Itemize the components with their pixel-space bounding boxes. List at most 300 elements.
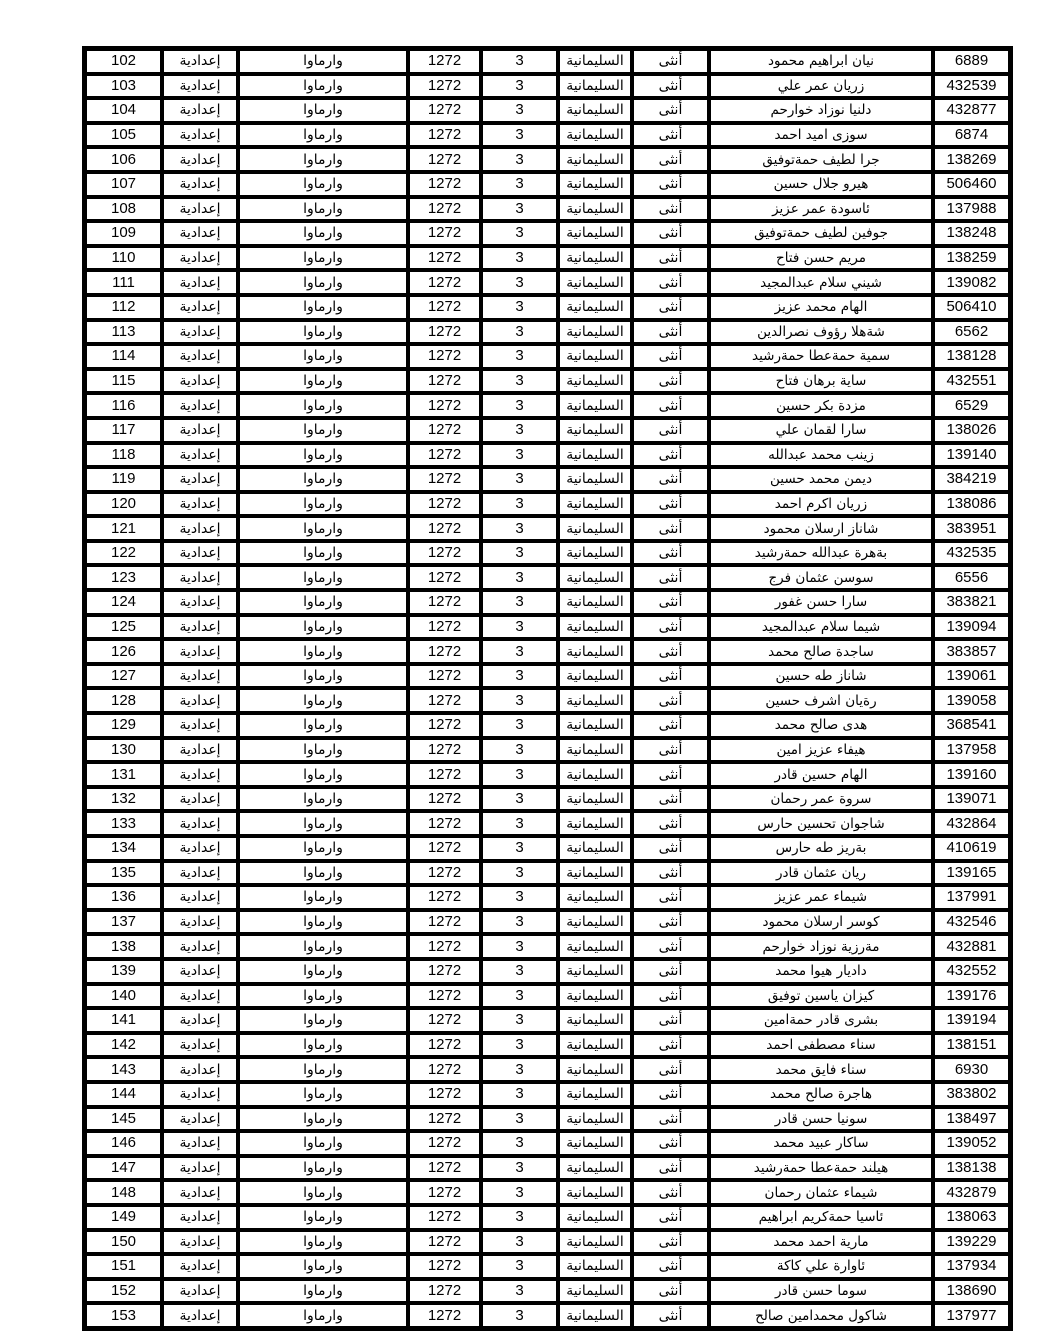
city-cell: السليمانية [558, 1279, 632, 1304]
table-row [85, 1107, 1010, 1132]
id-cell: 383951 [933, 516, 1010, 541]
grade-cell: 3 [481, 1131, 558, 1156]
table-row [85, 688, 1010, 713]
city-cell: السليمانية [558, 344, 632, 369]
name-cell: هاجرة صالح محمد [709, 1082, 933, 1107]
school-cell: وارماوا [238, 1156, 408, 1181]
gender-cell: أنثى [632, 664, 709, 689]
seq-cell: 116 [85, 393, 162, 418]
gender-cell: أنثى [632, 98, 709, 123]
grade-cell: 3 [481, 590, 558, 615]
table-row [85, 1156, 1010, 1181]
name-cell: سمية حمةعطا حمةرشيد [709, 344, 933, 369]
gender-cell: أنثى [632, 1230, 709, 1255]
code-cell: 1272 [408, 74, 481, 99]
school-cell: وارماوا [238, 836, 408, 861]
grade-cell: 3 [481, 443, 558, 468]
city-cell: السليمانية [558, 270, 632, 295]
level-cell: إعدادية [162, 1131, 238, 1156]
gender-cell: أنثى [632, 713, 709, 738]
id-cell: 383821 [933, 590, 1010, 615]
name-cell: هيفاء عزيز امين [709, 738, 933, 763]
table-row [85, 1205, 1010, 1230]
level-cell: إعدادية [162, 984, 238, 1009]
school-cell: وارماوا [238, 590, 408, 615]
id-cell: 410619 [933, 836, 1010, 861]
level-cell: إعدادية [162, 344, 238, 369]
name-cell: كيزان ياسين توفيق [709, 984, 933, 1009]
grade-cell: 3 [481, 738, 558, 763]
level-cell: إعدادية [162, 688, 238, 713]
seq-cell: 126 [85, 639, 162, 664]
school-cell: وارماوا [238, 713, 408, 738]
seq-cell: 141 [85, 1008, 162, 1033]
table-row [85, 49, 1010, 74]
code-cell: 1272 [408, 738, 481, 763]
level-cell: إعدادية [162, 639, 238, 664]
grade-cell: 3 [481, 197, 558, 222]
name-cell: سونيا حسن قادر [709, 1107, 933, 1132]
code-cell: 1272 [408, 147, 481, 172]
level-cell: إعدادية [162, 320, 238, 345]
code-cell: 1272 [408, 516, 481, 541]
level-cell: إعدادية [162, 221, 238, 246]
id-cell: 137934 [933, 1254, 1010, 1279]
id-cell: 432881 [933, 934, 1010, 959]
name-cell: ئاسيا حمةكريم ابراهيم [709, 1205, 933, 1230]
grade-cell: 3 [481, 541, 558, 566]
table-row [85, 615, 1010, 640]
name-cell: مةرزية نوزاد خوارحم [709, 934, 933, 959]
city-cell: السليمانية [558, 443, 632, 468]
seq-cell: 107 [85, 172, 162, 197]
table-row [85, 393, 1010, 418]
name-cell: الهام محمد عزيز [709, 295, 933, 320]
level-cell: إعدادية [162, 1107, 238, 1132]
grade-cell: 3 [481, 172, 558, 197]
seq-cell: 120 [85, 492, 162, 517]
grade-cell: 3 [481, 1303, 558, 1328]
level-cell: إعدادية [162, 1156, 238, 1181]
gender-cell: أنثى [632, 320, 709, 345]
name-cell: زريان اكرم احمد [709, 492, 933, 517]
seq-cell: 121 [85, 516, 162, 541]
level-cell: إعدادية [162, 1180, 238, 1205]
code-cell: 1272 [408, 787, 481, 812]
name-cell: هيرو جلال حسين [709, 172, 933, 197]
city-cell: السليمانية [558, 467, 632, 492]
table-row [85, 885, 1010, 910]
table-row [85, 713, 1010, 738]
table-row [85, 1254, 1010, 1279]
seq-cell: 110 [85, 246, 162, 271]
name-cell: بشرى قادر حمةامين [709, 1008, 933, 1033]
seq-cell: 153 [85, 1303, 162, 1328]
level-cell: إعدادية [162, 1205, 238, 1230]
school-cell: وارماوا [238, 1057, 408, 1082]
id-cell: 139094 [933, 615, 1010, 640]
seq-cell: 152 [85, 1279, 162, 1304]
code-cell: 1272 [408, 418, 481, 443]
seq-cell: 143 [85, 1057, 162, 1082]
code-cell: 1272 [408, 639, 481, 664]
table-row [85, 147, 1010, 172]
id-cell: 383802 [933, 1082, 1010, 1107]
id-cell: 6889 [933, 49, 1010, 74]
id-cell: 6529 [933, 393, 1010, 418]
grade-cell: 3 [481, 984, 558, 1009]
city-cell: السليمانية [558, 123, 632, 148]
name-cell: جرا لطيف حمةتوفيق [709, 147, 933, 172]
id-cell: 139165 [933, 861, 1010, 886]
grade-cell: 3 [481, 639, 558, 664]
city-cell: السليمانية [558, 49, 632, 74]
gender-cell: أنثى [632, 590, 709, 615]
grade-cell: 3 [481, 1180, 558, 1205]
city-cell: السليمانية [558, 147, 632, 172]
city-cell: السليمانية [558, 516, 632, 541]
city-cell: السليمانية [558, 1303, 632, 1328]
grade-cell: 3 [481, 1057, 558, 1082]
school-cell: وارماوا [238, 1131, 408, 1156]
school-cell: وارماوا [238, 197, 408, 222]
grade-cell: 3 [481, 615, 558, 640]
name-cell: الهام حسين قادر [709, 762, 933, 787]
level-cell: إعدادية [162, 467, 238, 492]
level-cell: إعدادية [162, 1254, 238, 1279]
code-cell: 1272 [408, 1107, 481, 1132]
name-cell: هدى صالح محمد [709, 713, 933, 738]
level-cell: إعدادية [162, 74, 238, 99]
school-cell: وارماوا [238, 1008, 408, 1033]
name-cell: زينب محمد عبدالله [709, 443, 933, 468]
grade-cell: 3 [481, 861, 558, 886]
grade-cell: 3 [481, 295, 558, 320]
table-body [85, 49, 1010, 1328]
city-cell: السليمانية [558, 98, 632, 123]
code-cell: 1272 [408, 615, 481, 640]
code-cell: 1272 [408, 1057, 481, 1082]
city-cell: السليمانية [558, 1254, 632, 1279]
table-row [85, 836, 1010, 861]
city-cell: السليمانية [558, 664, 632, 689]
code-cell: 1272 [408, 984, 481, 1009]
table-row [85, 590, 1010, 615]
seq-cell: 103 [85, 74, 162, 99]
name-cell: شيني سلام عبدالمجيد [709, 270, 933, 295]
school-cell: وارماوا [238, 885, 408, 910]
code-cell: 1272 [408, 885, 481, 910]
school-cell: وارماوا [238, 934, 408, 959]
code-cell: 1272 [408, 443, 481, 468]
code-cell: 1272 [408, 393, 481, 418]
level-cell: إعدادية [162, 246, 238, 271]
table-row [85, 1008, 1010, 1033]
gender-cell: أنثى [632, 959, 709, 984]
city-cell: السليمانية [558, 172, 632, 197]
level-cell: إعدادية [162, 910, 238, 935]
table-row [85, 197, 1010, 222]
code-cell: 1272 [408, 197, 481, 222]
level-cell: إعدادية [162, 295, 238, 320]
city-cell: السليمانية [558, 1131, 632, 1156]
name-cell: سارا لقمان علي [709, 418, 933, 443]
id-cell: 384219 [933, 467, 1010, 492]
grade-cell: 3 [481, 369, 558, 394]
name-cell: شاكول محمدامين صالح [709, 1303, 933, 1328]
id-cell: 506410 [933, 295, 1010, 320]
seq-cell: 135 [85, 861, 162, 886]
id-cell: 432539 [933, 74, 1010, 99]
city-cell: السليمانية [558, 197, 632, 222]
id-cell: 432552 [933, 959, 1010, 984]
city-cell: السليمانية [558, 1107, 632, 1132]
seq-cell: 134 [85, 836, 162, 861]
gender-cell: أنثى [632, 1303, 709, 1328]
name-cell: سناء مصطفى احمد [709, 1033, 933, 1058]
id-cell: 139140 [933, 443, 1010, 468]
grade-cell: 3 [481, 492, 558, 517]
id-cell: 383857 [933, 639, 1010, 664]
table-row [85, 959, 1010, 984]
id-cell: 139061 [933, 664, 1010, 689]
city-cell: السليمانية [558, 1057, 632, 1082]
name-cell: زريان عمر علي [709, 74, 933, 99]
seq-cell: 148 [85, 1180, 162, 1205]
school-cell: وارماوا [238, 295, 408, 320]
school-cell: وارماوا [238, 221, 408, 246]
grade-cell: 3 [481, 664, 558, 689]
name-cell: بةهرة عبدالله حمةرشيد [709, 541, 933, 566]
school-cell: وارماوا [238, 984, 408, 1009]
city-cell: السليمانية [558, 295, 632, 320]
grade-cell: 3 [481, 762, 558, 787]
table-row [85, 861, 1010, 886]
school-cell: وارماوا [238, 1303, 408, 1328]
gender-cell: أنثى [632, 541, 709, 566]
level-cell: إعدادية [162, 123, 238, 148]
gender-cell: أنثى [632, 1107, 709, 1132]
seq-cell: 150 [85, 1230, 162, 1255]
grade-cell: 3 [481, 74, 558, 99]
level-cell: إعدادية [162, 98, 238, 123]
id-cell: 138026 [933, 418, 1010, 443]
seq-cell: 144 [85, 1082, 162, 1107]
code-cell: 1272 [408, 541, 481, 566]
name-cell: شاناز طه حسين [709, 664, 933, 689]
grade-cell: 3 [481, 959, 558, 984]
seq-cell: 108 [85, 197, 162, 222]
gender-cell: أنثى [632, 1008, 709, 1033]
gender-cell: أنثى [632, 934, 709, 959]
name-cell: شاناز ارسلان محمود [709, 516, 933, 541]
city-cell: السليمانية [558, 418, 632, 443]
city-cell: السليمانية [558, 984, 632, 1009]
city-cell: السليمانية [558, 393, 632, 418]
seq-cell: 114 [85, 344, 162, 369]
school-cell: وارماوا [238, 98, 408, 123]
table-row [85, 246, 1010, 271]
city-cell: السليمانية [558, 1033, 632, 1058]
id-cell: 139052 [933, 1131, 1010, 1156]
level-cell: إعدادية [162, 393, 238, 418]
seq-cell: 113 [85, 320, 162, 345]
name-cell: ساجدة صالح محمد [709, 639, 933, 664]
level-cell: إعدادية [162, 664, 238, 689]
level-cell: إعدادية [162, 565, 238, 590]
id-cell: 138086 [933, 492, 1010, 517]
school-cell: وارماوا [238, 762, 408, 787]
level-cell: إعدادية [162, 885, 238, 910]
grade-cell: 3 [481, 320, 558, 345]
id-cell: 6874 [933, 123, 1010, 148]
grade-cell: 3 [481, 1254, 558, 1279]
table-row [85, 172, 1010, 197]
seq-cell: 118 [85, 443, 162, 468]
gender-cell: أنثى [632, 1131, 709, 1156]
seq-cell: 139 [85, 959, 162, 984]
grade-cell: 3 [481, 885, 558, 910]
seq-cell: 128 [85, 688, 162, 713]
table-row [85, 934, 1010, 959]
seq-cell: 136 [85, 885, 162, 910]
school-cell: وارماوا [238, 516, 408, 541]
seq-cell: 122 [85, 541, 162, 566]
grade-cell: 3 [481, 418, 558, 443]
gender-cell: أنثى [632, 221, 709, 246]
school-cell: وارماوا [238, 910, 408, 935]
table-row [85, 910, 1010, 935]
seq-cell: 109 [85, 221, 162, 246]
id-cell: 137977 [933, 1303, 1010, 1328]
code-cell: 1272 [408, 590, 481, 615]
level-cell: إعدادية [162, 443, 238, 468]
level-cell: إعدادية [162, 369, 238, 394]
school-cell: وارماوا [238, 344, 408, 369]
table-row [85, 664, 1010, 689]
seq-cell: 132 [85, 787, 162, 812]
gender-cell: أنثى [632, 270, 709, 295]
city-cell: السليمانية [558, 541, 632, 566]
school-cell: وارماوا [238, 1082, 408, 1107]
code-cell: 1272 [408, 664, 481, 689]
school-cell: وارماوا [238, 959, 408, 984]
id-cell: 6556 [933, 565, 1010, 590]
seq-cell: 106 [85, 147, 162, 172]
gender-cell: أنثى [632, 1033, 709, 1058]
id-cell: 139071 [933, 787, 1010, 812]
school-cell: وارماوا [238, 1033, 408, 1058]
id-cell: 137958 [933, 738, 1010, 763]
grade-cell: 3 [481, 1279, 558, 1304]
table-row [85, 369, 1010, 394]
grade-cell: 3 [481, 1033, 558, 1058]
city-cell: السليمانية [558, 615, 632, 640]
name-cell: مريم حسن فتاح [709, 246, 933, 271]
code-cell: 1272 [408, 467, 481, 492]
table-row [85, 98, 1010, 123]
code-cell: 1272 [408, 1205, 481, 1230]
grade-cell: 3 [481, 98, 558, 123]
code-cell: 1272 [408, 1082, 481, 1107]
code-cell: 1272 [408, 1254, 481, 1279]
table-row [85, 762, 1010, 787]
code-cell: 1272 [408, 320, 481, 345]
id-cell: 138248 [933, 221, 1010, 246]
table-row [85, 541, 1010, 566]
code-cell: 1272 [408, 688, 481, 713]
city-cell: السليمانية [558, 590, 632, 615]
city-cell: السليمانية [558, 492, 632, 517]
gender-cell: أنثى [632, 49, 709, 74]
seq-cell: 142 [85, 1033, 162, 1058]
level-cell: إعدادية [162, 787, 238, 812]
id-cell: 139058 [933, 688, 1010, 713]
seq-cell: 105 [85, 123, 162, 148]
city-cell: السليمانية [558, 959, 632, 984]
grade-cell: 3 [481, 270, 558, 295]
table-row [85, 443, 1010, 468]
city-cell: السليمانية [558, 1230, 632, 1255]
seq-cell: 129 [85, 713, 162, 738]
school-cell: وارماوا [238, 861, 408, 886]
city-cell: السليمانية [558, 762, 632, 787]
school-cell: وارماوا [238, 639, 408, 664]
id-cell: 138151 [933, 1033, 1010, 1058]
name-cell: رةيان اشرف حسين [709, 688, 933, 713]
gender-cell: أنثى [632, 295, 709, 320]
id-cell: 432535 [933, 541, 1010, 566]
seq-cell: 147 [85, 1156, 162, 1181]
code-cell: 1272 [408, 762, 481, 787]
gender-cell: أنثى [632, 418, 709, 443]
gender-cell: أنثى [632, 1254, 709, 1279]
table-row [85, 1131, 1010, 1156]
city-cell: السليمانية [558, 885, 632, 910]
level-cell: إعدادية [162, 934, 238, 959]
school-cell: وارماوا [238, 172, 408, 197]
gender-cell: أنثى [632, 615, 709, 640]
city-cell: السليمانية [558, 713, 632, 738]
city-cell: السليمانية [558, 221, 632, 246]
level-cell: إعدادية [162, 541, 238, 566]
level-cell: إعدادية [162, 172, 238, 197]
table-row [85, 74, 1010, 99]
table-row [85, 1279, 1010, 1304]
gender-cell: أنثى [632, 565, 709, 590]
gender-cell: أنثى [632, 172, 709, 197]
gender-cell: أنثى [632, 811, 709, 836]
gender-cell: أنثى [632, 738, 709, 763]
grade-cell: 3 [481, 910, 558, 935]
code-cell: 1272 [408, 1180, 481, 1205]
level-cell: إعدادية [162, 836, 238, 861]
code-cell: 1272 [408, 369, 481, 394]
grade-cell: 3 [481, 1082, 558, 1107]
table-row [85, 344, 1010, 369]
school-cell: وارماوا [238, 565, 408, 590]
gender-cell: أنثى [632, 369, 709, 394]
id-cell: 506460 [933, 172, 1010, 197]
school-cell: وارماوا [238, 1107, 408, 1132]
level-cell: إعدادية [162, 1303, 238, 1328]
gender-cell: أنثى [632, 885, 709, 910]
name-cell: شيماء عمر عزيز [709, 885, 933, 910]
id-cell: 138269 [933, 147, 1010, 172]
gender-cell: أنثى [632, 147, 709, 172]
city-cell: السليمانية [558, 787, 632, 812]
id-cell: 139194 [933, 1008, 1010, 1033]
